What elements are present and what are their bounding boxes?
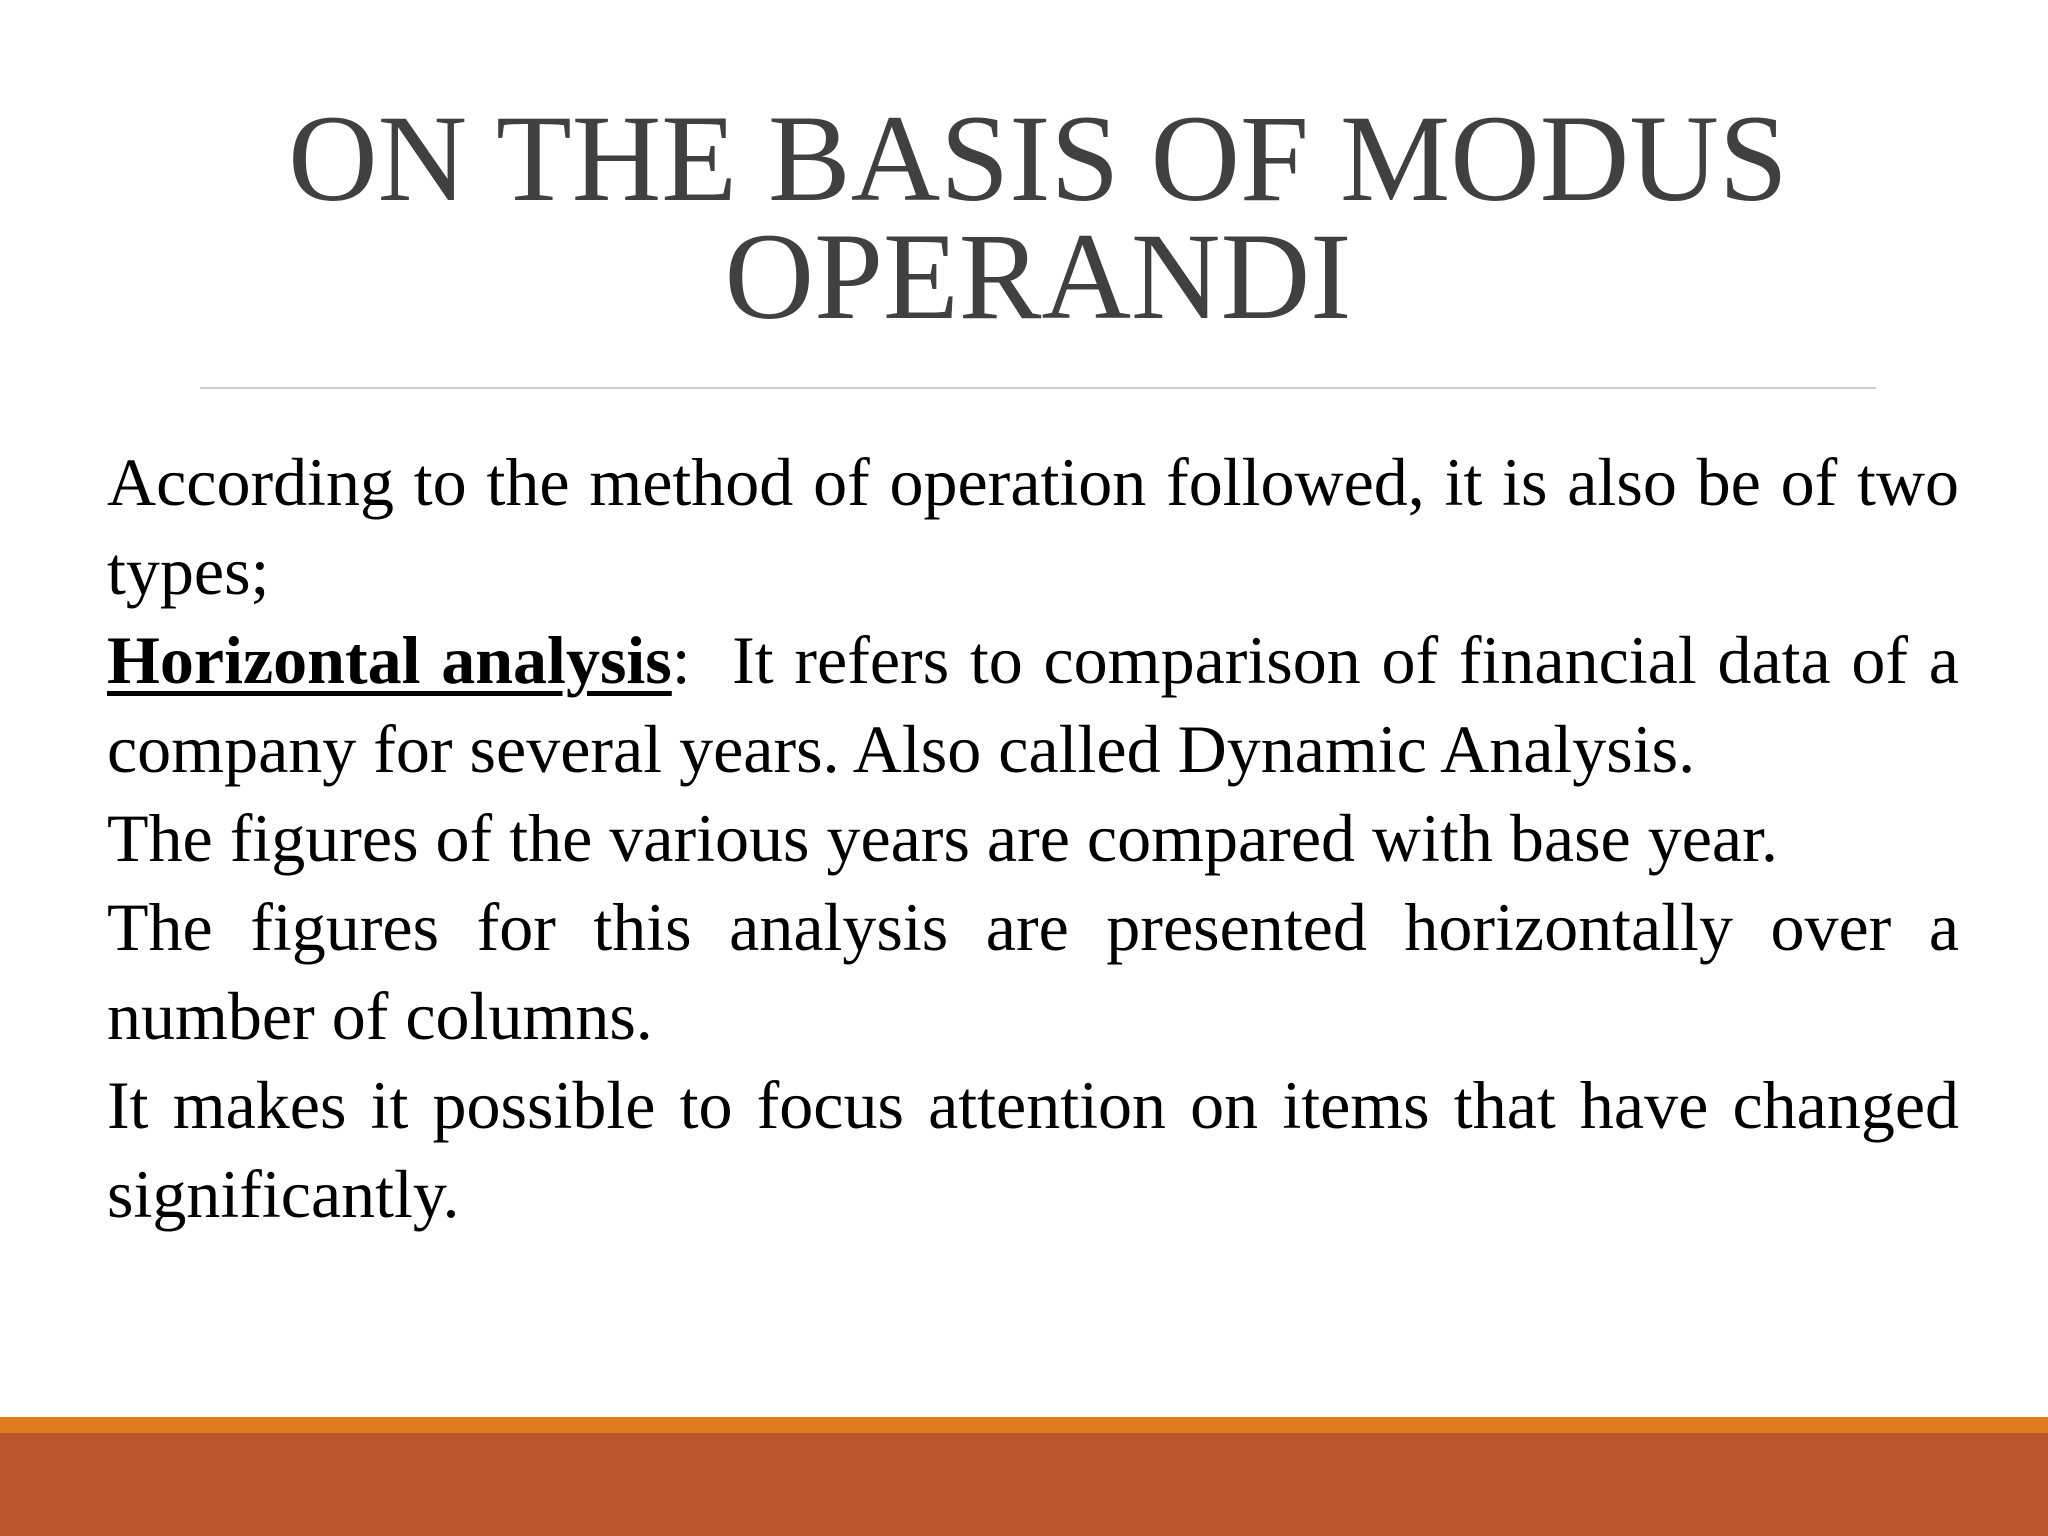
columns-paragraph: The figures for this analysis are presented horizontally over a number of columns. <box>107 889 1959 1054</box>
intro-paragraph: According to the method of operation followed, it is also be of two types; <box>107 444 1959 609</box>
term-horizontal-analysis: Horizontal analysis <box>107 622 672 698</box>
base-year-paragraph: The figures of the various years are compared with base year. <box>107 800 1778 876</box>
slide-title-line-2: OPERANDI <box>724 208 1352 345</box>
slide-title <box>200 90 1876 345</box>
footer-band <box>0 1433 2048 1536</box>
definition-text: It refers to comparison of financial data of a company for several years. Also called Dynamic Analysis. <box>107 622 1976 787</box>
slide-title-line-1: ON THE BASIS OF MODUS <box>288 90 1788 227</box>
term-colon: : <box>671 622 691 698</box>
focus-paragraph: It makes it possible to focus attention on items that have changed significantly. <box>107 1067 1959 1232</box>
footer-accent-band <box>0 1417 2048 1433</box>
definition-paragraph <box>107 616 1976 794</box>
title-divider <box>200 387 1876 389</box>
slide-body <box>107 438 1976 1239</box>
